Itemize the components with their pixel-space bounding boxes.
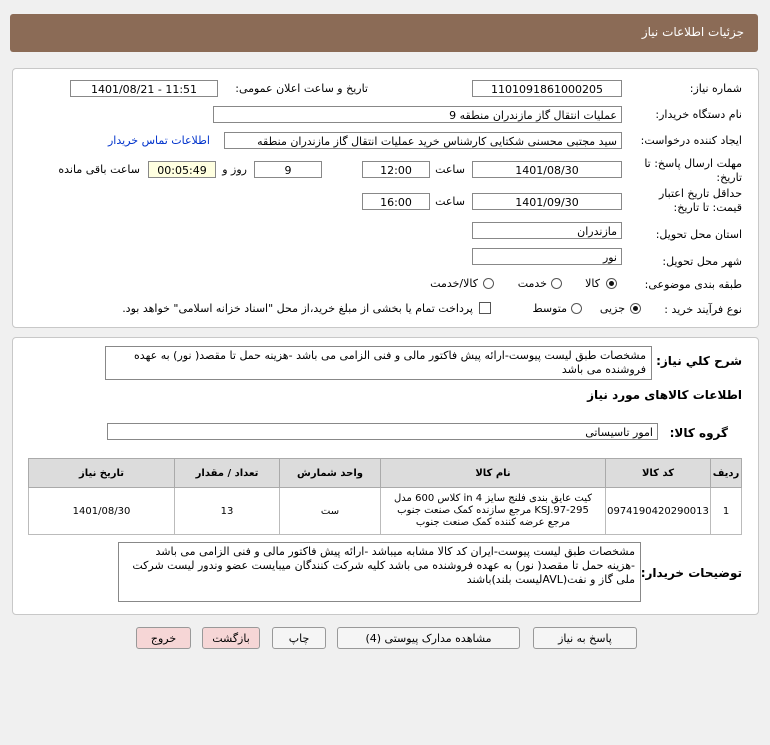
requester-label: ایجاد کننده درخواست:: [640, 134, 742, 147]
category-option-both: کالا/خدمت: [430, 277, 478, 290]
row-qty: 13: [175, 488, 280, 535]
col-index: ردیف: [711, 459, 742, 488]
buyer-notes-label: توضیحات خریدار:: [640, 566, 742, 580]
reply-button[interactable]: پاسخ به نیاز: [533, 627, 637, 649]
category-option-goods: کالا: [585, 277, 600, 290]
table-row[interactable]: [29, 488, 742, 535]
purchase-type-label: نوع فرآیند خرید :: [664, 303, 742, 316]
view-attachments-button[interactable]: مشاهده مدارک پیوستی (4): [337, 627, 520, 649]
price-validity-date-field[interactable]: 1401/09/30: [472, 193, 622, 210]
col-code: کد کالا: [606, 459, 711, 488]
page-title: جزئیات اطلاعات نیاز: [641, 25, 744, 39]
requester-field[interactable]: سید مجتبی محسنی شکتایی کارشناس خرید عملیات انتقال گاز مازندران منطقه: [224, 132, 622, 149]
row-unit: ست: [280, 488, 381, 535]
price-validity-time-label: ساعت: [435, 195, 465, 208]
remaining-label: ساعت باقی مانده: [58, 163, 140, 176]
announce-datetime-label: تاریخ و ساعت اعلان عمومی:: [235, 82, 368, 95]
category-label: طبقه بندی موضوعی:: [644, 278, 742, 291]
delivery-city-field[interactable]: نور: [472, 248, 622, 265]
response-time-label: ساعت: [435, 163, 465, 176]
col-name: نام کالا: [381, 459, 606, 488]
exit-button[interactable]: خروج: [136, 627, 191, 649]
price-validity-time-field[interactable]: 16:00: [362, 193, 430, 210]
goods-table-header: [29, 459, 742, 488]
summary-textbox[interactable]: مشخصات طبق لیست پیوست-ارائه پیش فاکتور مالی و فنی الزامی می باشد -هزینه حمل تا مقصد( نور) به عهده فروشنده می باشد: [105, 346, 652, 380]
response-deadline-label-2: تاریخ:: [716, 171, 742, 184]
response-deadline-label-1: مهلت ارسال پاسخ: تا: [644, 157, 742, 170]
need-number-label: شماره نیاز:: [689, 82, 742, 95]
back-button[interactable]: بازگشت: [202, 627, 260, 649]
goods-section-title: اطلاعات کالاهای مورد نیاز: [587, 388, 742, 402]
category-option-service: خدمت: [517, 277, 547, 290]
buyer-notes-textbox[interactable]: مشخصات طبق لیست پیوست-ایران کد کالا مشابه میباشد -ارائه پیش فاکتور مالی و فنی الزامی می باشد -هزینه حمل تا مقصد( نور) به عهده فروشنده می باشد کلیه شرکت کنندگان میبایست عضو وندور لیست شرکت ملی گاز و نفت(AVLلیست بلند)باشند: [118, 542, 641, 602]
col-qty: تعداد / مقدار: [175, 459, 280, 488]
delivery-province-field[interactable]: مازندران: [472, 222, 622, 239]
price-validity-label-2: قیمت: تا تاریخ:: [673, 201, 742, 214]
print-button[interactable]: چاپ: [272, 627, 326, 649]
row-name: کیت عایق بندی فلنج سایز 4 in کلاس 600 مدل KSJ.97-295 مرجع سازنده کمک صنعت جنوب مرجع عرضه کننده کمک صنعت جنوب: [381, 488, 606, 535]
goods-group-field[interactable]: امور تاسیساتی: [107, 423, 658, 440]
col-unit: واحد شمارش: [280, 459, 381, 488]
row-date: 1401/08/30: [29, 488, 175, 535]
buyer-contact-link[interactable]: اطلاعات تماس خریدار: [108, 134, 210, 147]
purchase-type-radio-minor[interactable]: [630, 303, 641, 314]
goods-table: [28, 458, 742, 535]
treasury-payment-checkbox[interactable]: [479, 302, 491, 314]
category-radio-service[interactable]: [551, 278, 562, 289]
page-header: [10, 14, 758, 52]
response-time-field[interactable]: 12:00: [362, 161, 430, 178]
buyer-org-field[interactable]: عملیات انتقال گاز مازندران منطقه 9: [213, 106, 622, 123]
summary-label: شرح کلي نياز:: [656, 354, 742, 368]
goods-group-label: گروه کالا:: [669, 426, 728, 440]
row-code: 0974190420290013: [606, 488, 711, 535]
category-radio-goods[interactable]: [606, 278, 617, 289]
delivery-city-label: شهر محل تحویل:: [662, 255, 742, 268]
col-date: تاریخ نیاز: [29, 459, 175, 488]
purchase-type-radio-medium[interactable]: [571, 303, 582, 314]
remaining-days-field[interactable]: 9: [254, 161, 322, 178]
price-validity-label-1: حداقل تاریخ اعتبار: [658, 187, 742, 200]
purchase-type-option-minor: جزیی: [599, 302, 625, 315]
buyer-org-label: نام دستگاه خریدار:: [655, 108, 742, 121]
treasury-payment-text: پرداخت تمام یا بخشی از مبلغ خرید،از محل "اسناد خزانه اسلامی" خواهد بود.: [122, 302, 473, 315]
category-radio-both[interactable]: [483, 278, 494, 289]
delivery-province-label: استان محل تحویل:: [655, 228, 742, 241]
row-index: 1: [711, 488, 742, 535]
remaining-time-field: 00:05:49: [148, 161, 216, 178]
response-date-field[interactable]: 1401/08/30: [472, 161, 622, 178]
purchase-type-option-medium: متوسط: [532, 302, 567, 315]
announce-datetime-field[interactable]: 1401/08/21 - 11:51: [70, 80, 218, 97]
need-number-field[interactable]: 1101091861000205: [472, 80, 622, 97]
days-label: روز و: [222, 163, 247, 176]
